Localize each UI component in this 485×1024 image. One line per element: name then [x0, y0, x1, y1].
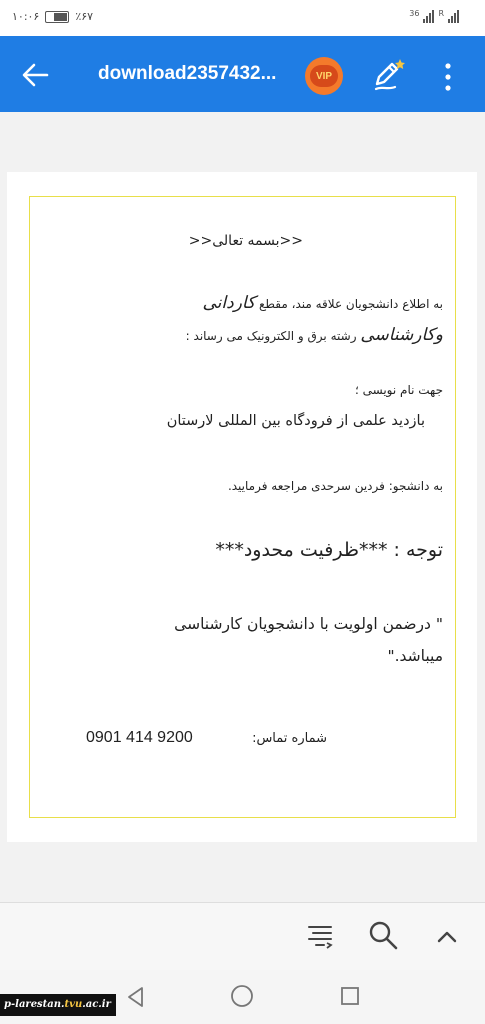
watermark-suffix: .ac.ir [82, 999, 111, 1010]
reflow-icon[interactable] [305, 921, 335, 951]
status-right [409, 9, 459, 23]
battery-percent: ٪۶۷ [75, 10, 94, 23]
document-page [7, 172, 477, 842]
vip-badge: VIP [310, 65, 338, 87]
edit-pen-icon[interactable] [370, 56, 410, 94]
signal-icon-1 [423, 9, 434, 23]
watermark-prefix: p-larestan. [4, 999, 65, 1010]
doc-priority-line-2: میباشد." [387, 647, 443, 665]
doc-notice-line: توجه : ***ظرفیت محدود*** [215, 539, 443, 561]
vip-icon[interactable] [305, 57, 343, 95]
nav-home-icon[interactable] [229, 983, 255, 1009]
nav-recent-icon[interactable] [339, 985, 361, 1007]
more-options-icon[interactable] [441, 62, 455, 92]
doc-phone-number: 0901 414 9200 [86, 729, 193, 746]
doc-phone-label: شماره تماس: [252, 731, 327, 746]
chevron-up-icon[interactable] [433, 923, 461, 951]
nav-back-icon[interactable] [124, 985, 148, 1009]
doc-field-line [186, 325, 443, 345]
doc-heading: <<بسمه تعالی<< [188, 233, 303, 249]
watermark-accent: tvu [64, 999, 83, 1010]
signal-icon-2 [448, 9, 459, 23]
app-bar [0, 36, 485, 112]
document-viewer[interactable] [0, 112, 485, 902]
field-suffix: رشته برق و الکترونیک می رساند : [185, 329, 357, 343]
network-label-1: 36 [409, 9, 420, 18]
doc-register-line: جهت نام نویسی ؛ [354, 383, 443, 397]
search-icon[interactable] [367, 919, 399, 951]
watermark-label [0, 994, 116, 1016]
doc-priority-line-1: " درضمن اولویت با دانشجویان کارشناسی [174, 615, 443, 633]
battery-fill [54, 13, 67, 21]
battery-icon [45, 11, 69, 23]
file-title: download2357432... [98, 63, 277, 84]
document-frame [29, 196, 456, 818]
status-bar [0, 0, 485, 36]
doc-contact-person-line: به دانشجو: فردین سرحدی مراجعه فرمایید. [227, 479, 443, 493]
status-left [12, 10, 93, 23]
announce-prefix: به اطلاع دانشجویان علاقه مند، مقطع [259, 297, 443, 311]
back-arrow-icon[interactable] [20, 60, 50, 90]
doc-visit-line: بازدید علمی از فرودگاه بین المللی لارستان [166, 413, 425, 429]
network-label-2: R [438, 9, 444, 18]
status-time: ۱۰:۰۶ [12, 10, 40, 23]
bottom-toolbar [0, 902, 485, 970]
doc-announce-line [203, 293, 443, 313]
word-karshenasi: وکارشناسی [360, 325, 443, 345]
word-kardani: کاردانی [202, 293, 256, 313]
